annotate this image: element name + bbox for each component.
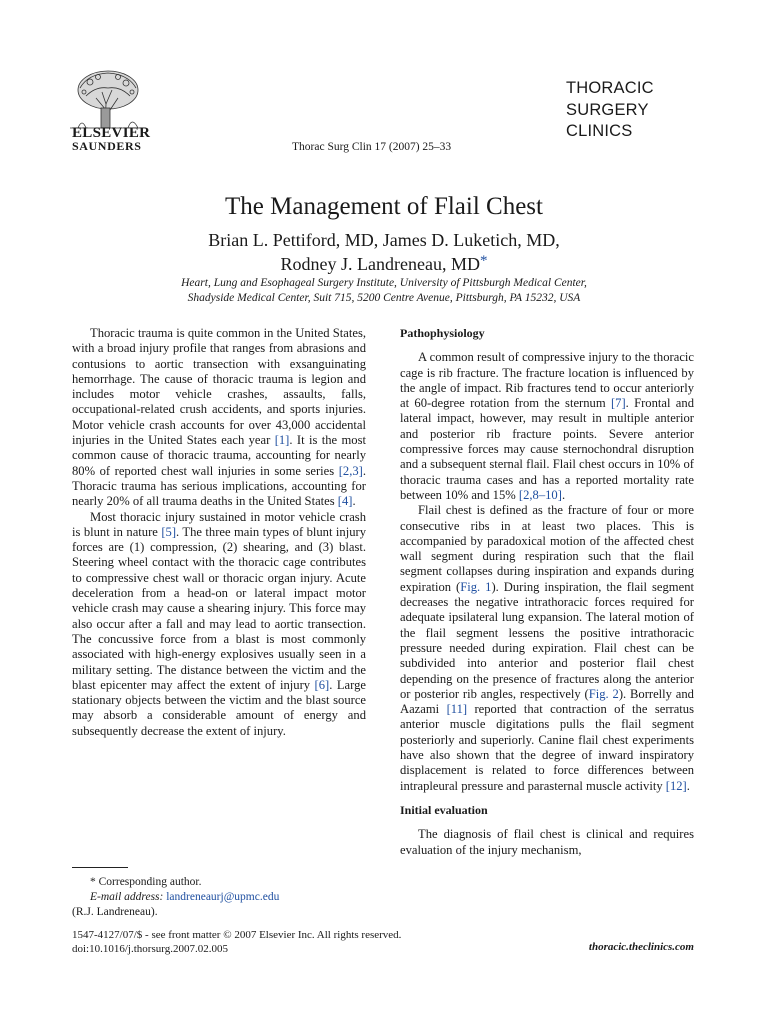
citation-link[interactable]: [12] (665, 778, 687, 793)
citation-link[interactable]: [2,8–10] (518, 487, 562, 502)
email-link[interactable]: landreneaurj@upmc.edu (166, 891, 280, 903)
copyright-line: 1547-4127/07/$ - see front matter © 2007 Elsevier Inc. All rights reserved. (72, 929, 402, 941)
paragraph-text: . (561, 487, 566, 502)
paragraph-text: ). Borrelly and Aazami (400, 686, 694, 717)
paragraph-text: Most thoracic injury sustained in motor vehicle crash is blunt in nature (72, 509, 366, 539)
author-affiliation (0, 276, 768, 306)
citation-link[interactable]: [5] (161, 524, 177, 539)
paragraph-text: . It is the most common cause of thoracic trauma, accounting for nearly 80% of reported chest wall injuries in some series (72, 433, 366, 478)
email-line (72, 890, 279, 905)
left-column (72, 326, 366, 739)
citation-link[interactable]: [2,3] (338, 463, 363, 478)
publisher-line2: SAUNDERS (72, 139, 142, 153)
doi-line[interactable]: doi:10.1016/j.thorsurg.2007.02.005 (72, 943, 228, 955)
article-title: The Management of Flail Chest (225, 193, 543, 220)
citation-link[interactable]: [1] (274, 433, 290, 448)
paragraph-text: . (686, 778, 690, 793)
journal-citation: Thorac Surg Clin 17 (2007) 25–33 (292, 141, 452, 153)
body-paragraph (400, 827, 694, 858)
citation-link[interactable]: Fig. 1 (460, 579, 492, 594)
footnote (72, 875, 279, 920)
section-heading: Pathophysiology (400, 326, 485, 340)
paragraph-text: . (352, 494, 356, 509)
body-paragraph (400, 350, 694, 503)
paragraph-text: . The three main types of blunt injury forces are (1) compression, (2) shearing, and (3) blast. Steering wheel contact with the thoracic cage contributes to compressive chest wall or thoracic organ injury. Acute deceleration from a head-on or lateral impact motor vehicle crash may cause a shearing injury. This force may also occur after a fall and may lead to aortic transection. The concussive force from a blast is most commonly associated with high-energy explosives usually seen in a military setting. The distance between the victim and the blast epicenter may affect the extent of injury (72, 524, 366, 692)
footnote-divider (72, 867, 128, 868)
copyright-block (72, 928, 401, 956)
journal-website[interactable]: thoracic.theclinics.com (588, 941, 694, 953)
email-label: E-mail address: (90, 891, 164, 903)
email-owner: (R.J. Landreneau). (72, 906, 158, 918)
citation-link[interactable]: [4] (337, 494, 353, 509)
citation-link[interactable]: [7] (610, 396, 626, 411)
body-paragraph (72, 510, 366, 739)
authors-line2 (0, 251, 768, 275)
right-column (400, 326, 694, 858)
paragraph-text: Thoracic trauma is quite common in the United States, with a broad injury profile that ranges from abrasions and contusions to aortic transection with exsanguinating hemorrhage. The cause of thoracic trauma is legion and includes motor vehicle crashes, assaults, falls, occupational-related crush accidents, and sports injuries. Motor vehicle crash accounts for over 43,000 accidental injuries in the United States each year (72, 326, 366, 448)
paragraph-text: A common result of compressive injury to the thoracic cage is rib fracture. The fracture location is influenced by the angle of impact. Rib fractures tend to occur anteriorly at 60-degree rotation from the sternum (400, 350, 694, 411)
body-paragraph (400, 503, 694, 794)
paragraph-text: reported that contraction of the serratus anterior muscle digitations pulls the flail segment posteriorly and superiorly. Canine flail chest experiments have also shown that the degree of inward inspiratory displacement is related to force differences between intrapleural pressure and parasternal muscle activity (400, 702, 694, 793)
citation-link[interactable]: Fig. 2 (588, 686, 619, 701)
journal-name-line: CLINICS (566, 122, 633, 140)
section-heading: Initial evaluation (400, 802, 488, 817)
publisher-wordmark (72, 127, 150, 153)
authors-line1: Brian L. Pettiford, MD, James D. Luketich, MD, (208, 230, 560, 250)
publisher-line1: ELSEVIER (72, 125, 151, 141)
paragraph-text: . Thoracic trauma has serious implications, accounting for nearly 20% of all trauma deaths in the United States (72, 463, 366, 509)
paragraph-text: Flail chest is defined as the fracture of four or more consecutive ribs in at least two places. This is accompanied by paradoxical motion of the affected chest wall segment during respiration such that the flail segment collapses during inspiration and expands during expiration ( (400, 503, 694, 594)
citation-link[interactable]: [6] (314, 677, 330, 692)
journal-name (566, 78, 654, 143)
paragraph-text: . Large stationary objects between the victim and the blast source may absorb a considerable amount of energy and subsequently decrease the extent of injury. (72, 677, 366, 738)
elsevier-tree-logo (68, 68, 148, 130)
affiliation-line2: Shadyside Medical Center, Suit 715, 5200 Centre Avenue, Pittsburgh, PA 15232, USA (187, 292, 581, 304)
paragraph-text: The diagnosis of flail chest is clinical and requires evaluation of the injury mechanism, (400, 827, 694, 857)
paragraph-text: . Frontal and lateral impact, however, may result in multiple anterior and posterior rib fracture points. Severe anterior compressive forces may cause sternochondral disruption and a subsequent sternal flail. Flail chest occurs in 10% of thoracic trauma cases and has a reported mortality rate between 10% and 15% (400, 396, 694, 502)
corresponding-author-marker[interactable]: * (479, 253, 488, 269)
citation-link[interactable]: [11] (446, 702, 468, 717)
author-list (0, 230, 768, 275)
corresponding-author-note: * Corresponding author. (90, 876, 202, 888)
corresponding-author-name: Rodney J. Landreneau, MD (280, 254, 480, 274)
paragraph-text: ). During inspiration, the flail segment decreases the negative intrathoracic forces required for adequate ipsilateral lung expansion. The lateral motion of the flail segment lessens the positive intrathoracic pressure needed during expiration. Flail chest can be subdivided into anterior and posterior flail chest depending on the presence of fractures along the anterior or posterior rib angles, respectively ( (400, 579, 694, 701)
affiliation-line1: Heart, Lung and Esophageal Surgery Institute, University of Pittsburgh Medical Center, (181, 277, 587, 289)
body-paragraph (72, 326, 366, 510)
journal-name-line: SURGERY (566, 100, 649, 119)
journal-name-line: THORACIC (566, 79, 654, 97)
